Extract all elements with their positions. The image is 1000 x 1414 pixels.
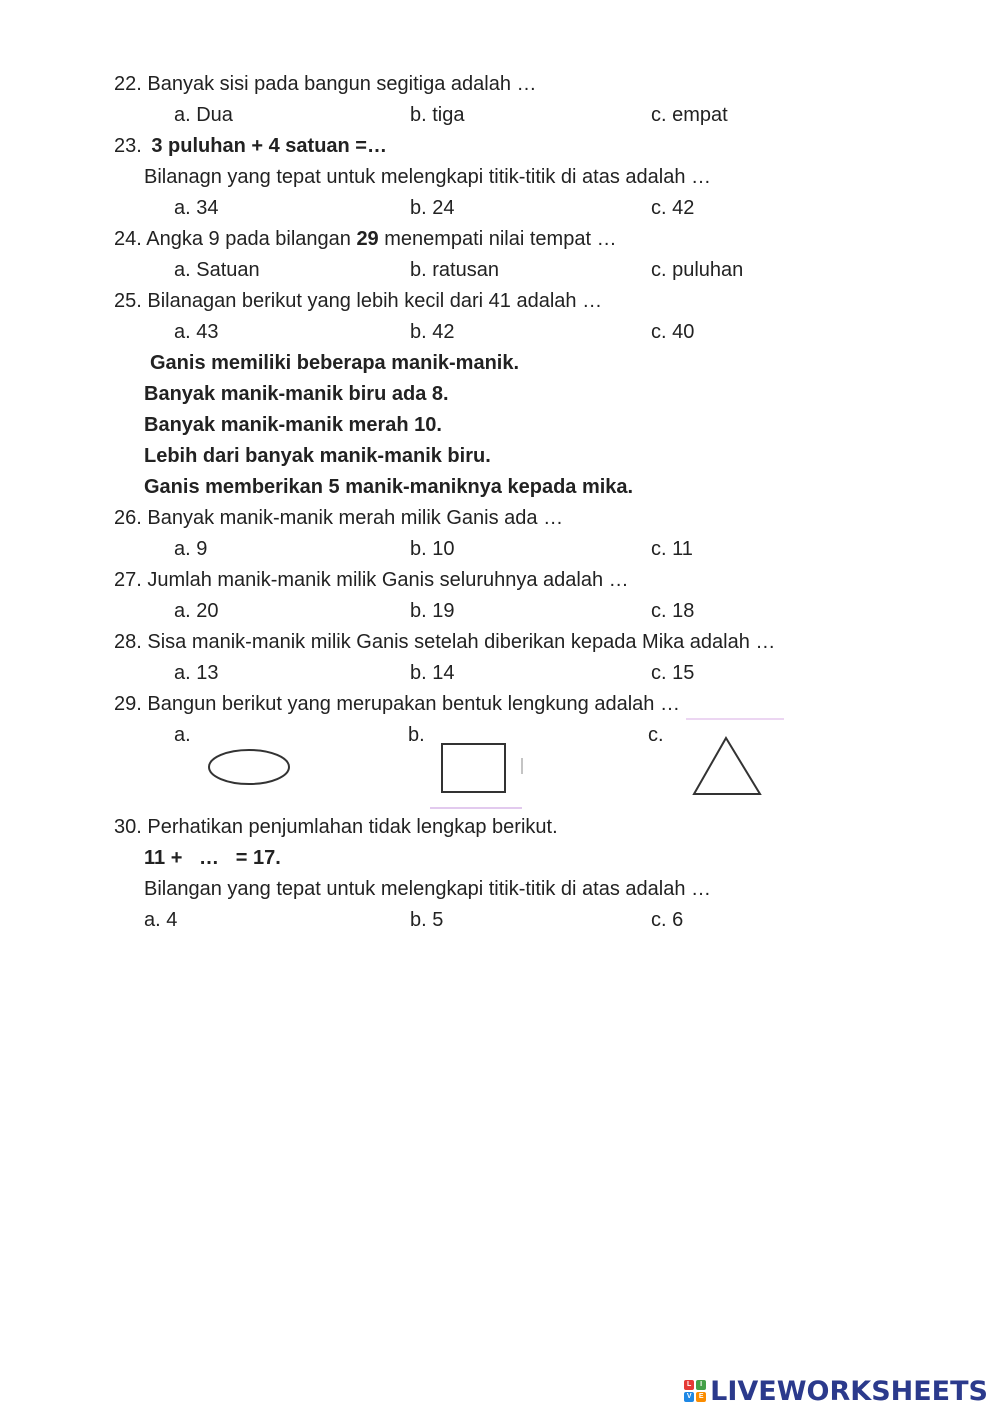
q29-text: 29. Bangun berikut yang merupakan bentuk lengkung adalah … xyxy=(114,693,680,715)
q27-option-b[interactable]: b. 19 xyxy=(410,600,455,622)
q24-text-pre: 24. Angka 9 pada bilangan xyxy=(114,228,357,250)
ellipse-shape[interactable] xyxy=(204,745,296,791)
story-line-4: Lebih dari banyak manik-manik biru. xyxy=(144,445,491,467)
q27-option-a[interactable]: a. 20 xyxy=(174,600,219,622)
q26-option-a[interactable]: a. 9 xyxy=(174,538,208,560)
q27-option-c[interactable]: c. 18 xyxy=(651,600,695,622)
q23-expression: 3 puluhan + 4 satuan =… xyxy=(151,135,387,157)
q25-option-b[interactable]: b. 42 xyxy=(410,321,455,343)
q29-option-b[interactable]: b. xyxy=(408,724,425,746)
q25-option-a[interactable]: a. 43 xyxy=(174,321,219,343)
q24-option-b[interactable]: b. ratusan xyxy=(410,259,499,281)
logo-icon-tile-1: L xyxy=(684,1380,694,1390)
q24-option-c[interactable]: c. puluhan xyxy=(651,259,744,281)
q23-line xyxy=(114,134,387,158)
q23-text: Bilanagn yang tepat untuk melengkapi titik-titik di atas adalah … xyxy=(144,166,712,188)
triangle-shape[interactable] xyxy=(684,714,788,818)
q24-bold-number: 29 xyxy=(356,228,379,250)
q27-text: 27. Jumlah manik-manik milik Ganis seluruhnya adalah … xyxy=(114,569,629,591)
q29-option-c[interactable]: c. xyxy=(648,724,664,746)
q23-number: 23. xyxy=(114,135,142,157)
liveworksheets-logo-icon xyxy=(684,1380,706,1402)
q28-option-b[interactable]: b. 14 xyxy=(410,662,455,684)
q24-text-post: menempati nilai tempat … xyxy=(378,228,617,250)
liveworksheets-logo[interactable] xyxy=(684,1376,988,1406)
q24-option-a[interactable]: a. Satuan xyxy=(174,259,260,281)
q28-option-c[interactable]: c. 15 xyxy=(651,662,695,684)
q26-text: 26. Banyak manik-manik merah milik Ganis ada … xyxy=(114,507,564,529)
q22-option-c[interactable]: c. empat xyxy=(651,104,728,126)
q30-expression: 11 + … = 17. xyxy=(144,847,281,869)
q22-option-a[interactable]: a. Dua xyxy=(174,104,233,126)
q30-option-c[interactable]: c. 6 xyxy=(651,909,684,931)
story-line-1: Ganis memiliki beberapa manik-manik. xyxy=(150,352,520,374)
q26-option-b[interactable]: b. 10 xyxy=(410,538,455,560)
q28-option-a[interactable]: a. 13 xyxy=(174,662,219,684)
q22-option-b[interactable]: b. tiga xyxy=(410,104,465,126)
q22-text: 22. Banyak sisi pada bangun segitiga adalah … xyxy=(114,73,537,95)
q23-option-c[interactable]: c. 42 xyxy=(651,197,695,219)
story-line-3: Banyak manik-manik merah 10. xyxy=(144,414,442,436)
q29-option-a[interactable]: a. xyxy=(174,724,191,746)
q23-option-a[interactable]: a. 34 xyxy=(174,197,219,219)
q25-text: 25. Bilanagan berikut yang lebih kecil dari 41 adalah … xyxy=(114,290,603,312)
logo-icon-tile-4: E xyxy=(696,1392,706,1402)
q28-text: 28. Sisa manik-manik milik Ganis setelah diberikan kepada Mika adalah … xyxy=(114,631,776,653)
q30-option-a[interactable]: a. 4 xyxy=(144,909,178,931)
story-line-2: Banyak manik-manik biru ada 8. xyxy=(144,383,449,405)
logo-icon-tile-2: I xyxy=(696,1380,706,1390)
story-line-5: Ganis memberikan 5 manik-maniknya kepada mika. xyxy=(144,476,634,498)
q25-option-c[interactable]: c. 40 xyxy=(651,321,695,343)
q30-text-2: Bilangan yang tepat untuk melengkapi titik-titik di atas adalah … xyxy=(144,878,712,900)
q30-option-b[interactable]: b. 5 xyxy=(410,909,444,931)
logo-text: LIVEWORKSHEETS xyxy=(710,1375,988,1407)
q23-option-b[interactable]: b. 24 xyxy=(410,197,455,219)
logo-icon-tile-3: V xyxy=(684,1392,694,1402)
q24-text xyxy=(114,227,617,251)
q30-text: 30. Perhatikan penjumlahan tidak lengkap berikut. xyxy=(114,816,558,838)
square-shape[interactable] xyxy=(428,736,528,812)
q26-option-c[interactable]: c. 11 xyxy=(651,538,693,560)
